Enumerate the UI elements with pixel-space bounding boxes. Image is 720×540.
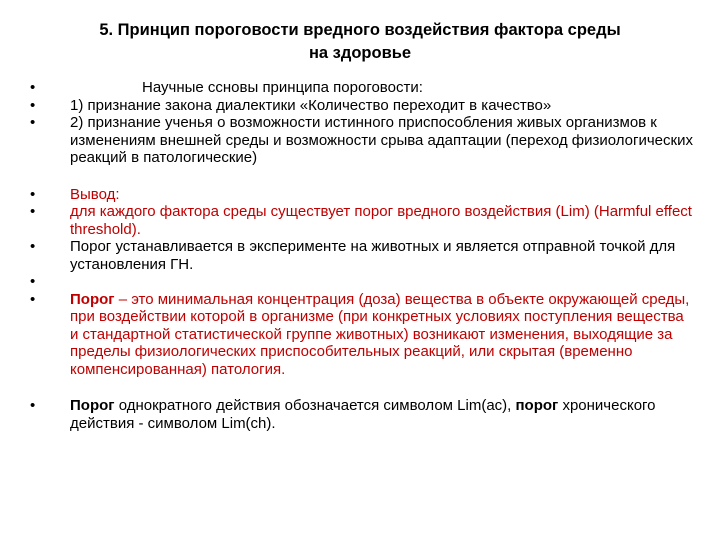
title-line-1: 5. Принцип пороговости вредного воздействия фактора среды xyxy=(99,21,621,39)
item-text: – это минимальная концентрация (доза) вещества в объекте окружающей среды, при воздействии которой в организме (при конкретных условиях поступления вещества и стандартной статистической группе животных) возникают изменения, выходящие за пределы физиологических приспособительных реакций, или скрытая (временно компенсированная) патология. xyxy=(70,290,690,378)
bullet-list xyxy=(30,79,695,432)
term-threshold: Порог xyxy=(70,397,115,414)
item-text: однократного действия обозначается символом Lim(ac), xyxy=(114,397,516,414)
list-item xyxy=(30,203,695,238)
item-text: Порог устанавливается в эксперименте на животных и является отправной точкой для установления ГН. xyxy=(70,238,676,273)
item-text: Вывод: xyxy=(70,185,120,203)
list-item xyxy=(30,238,695,273)
bullet-icon: • xyxy=(30,96,36,114)
slide-title xyxy=(30,19,690,65)
term-threshold: Порог xyxy=(70,290,115,308)
item-text: хронического действия - символом Lim(ch). xyxy=(70,397,656,432)
list-item xyxy=(30,186,695,204)
bullet-icon: • xyxy=(30,238,36,255)
term-threshold: порог xyxy=(515,397,559,414)
bullet-icon: • xyxy=(30,203,36,220)
list-item xyxy=(30,79,695,97)
list-item xyxy=(30,291,695,379)
item-text: 2) признание ученья о возможности истинного приспособления живых организмов к изменениям внешней среды и возможности срыва адаптации (переход физиологических реакций в патологические) xyxy=(70,114,693,166)
title-line-2: на здоровье xyxy=(308,44,412,62)
bullet-icon: • xyxy=(30,185,36,203)
list-item xyxy=(30,114,695,167)
list-item-empty xyxy=(30,273,695,291)
bullet-icon: • xyxy=(30,397,36,414)
item-text: Научные сснoвы принципа пороговости: xyxy=(142,79,423,96)
item-text: 1) признание закона диалектики «Количество переходит в качество» xyxy=(70,96,552,114)
bullet-icon: • xyxy=(30,79,36,96)
bullet-icon: • xyxy=(30,290,36,308)
bullet-icon: • xyxy=(30,114,36,131)
item-text: для каждого фактора среды существует порог вредного воздействия (Lim) (Harmful effect threshold). xyxy=(70,203,692,238)
spacer xyxy=(30,167,695,186)
spacer xyxy=(30,378,695,397)
list-item xyxy=(30,97,695,115)
bullet-icon: • xyxy=(30,273,36,290)
list-item xyxy=(30,397,695,432)
